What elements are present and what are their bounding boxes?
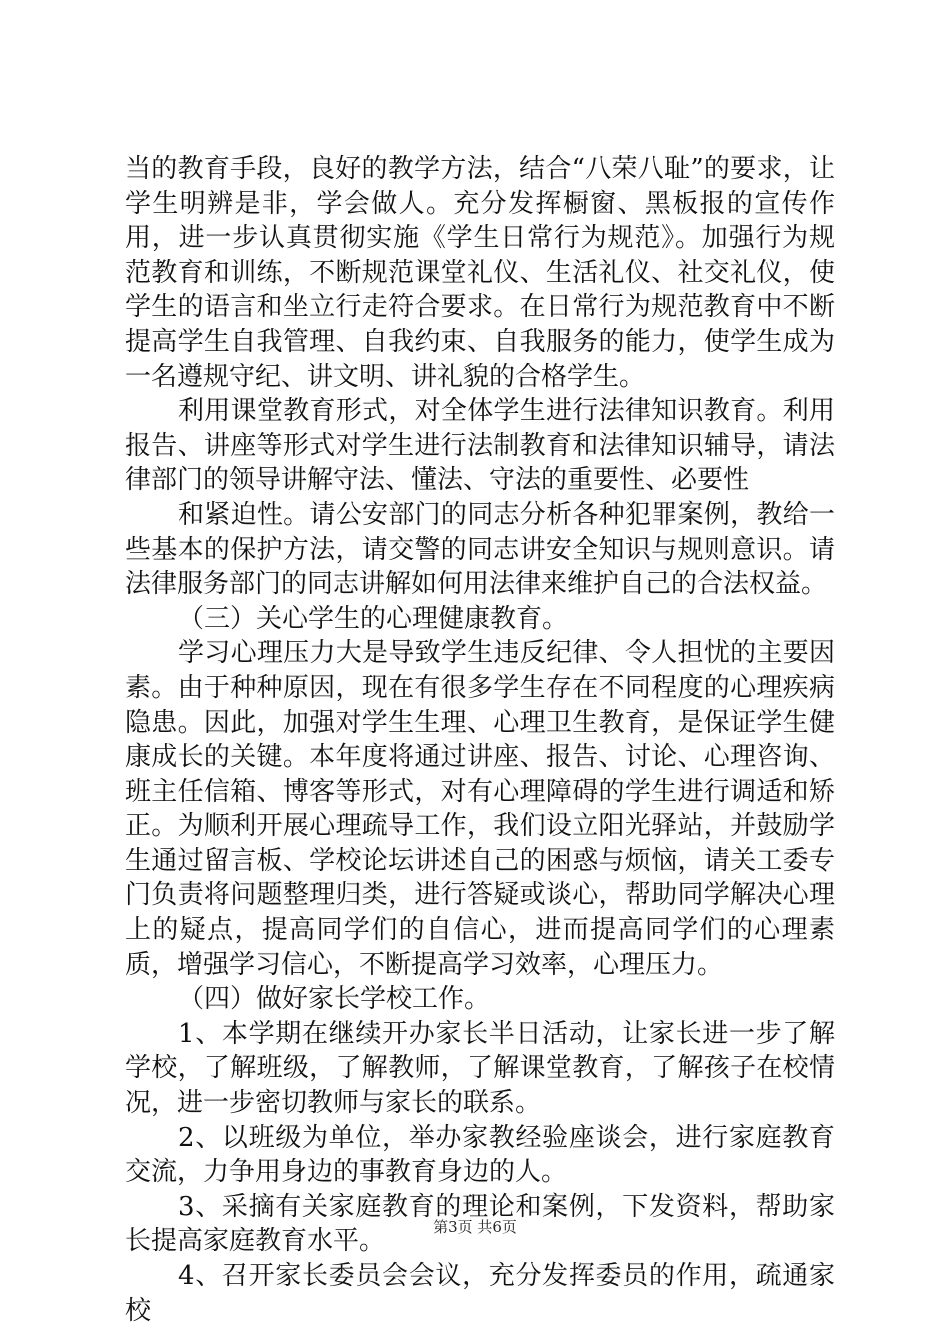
section-heading-psychology: （三）关心学生的心理健康教育。 (178, 603, 569, 634)
paragraph-psychology: 学习心理压力大是导致学生违反纪律、令人担忧的主要因素。由于种种原因，现在有很多学生存在不同程度的心理疾病隐患。因此，加强对学生生理、心理卫生教育，是保证学生健康成长的关键。本年度将通过讲座、报告、讨论、心理咨询、班主任信箱、博客等形式，对有心理障碍的学生进行调适和矫正。为顺利开展心理疏导工作，我们设立阳光驿站，并鼓励学生通过留言板、学校论坛讲述自己的困惑与烦恼，请关工委专门负责将问题整理归类，进行答疑或谈心，帮助同学解决心理上的疑点，提高同学们的自信心，进而提高同学们的心理素质，增强学习信心，不断提高学习效率，心理压力。 (125, 638, 835, 980)
page-footer: 第3页 共6页 (433, 1218, 517, 1236)
paragraph-legal-education-continued: 和紧迫性。请公安部门的同志分析各种犯罪案例，教给一些基本的保护方法，请交警的同志讲安全知识与规则意识。请法律服务部门的同志讲解如何用法律来维护自己的合法权益。 (125, 499, 835, 600)
paragraph-continuation: 当的教育手段，良好的教学方法，结合“八荣八耻”的要求，让学生明辨是非，学会做人。充分发挥橱窗、黑板报的宣传作用，进一步认真贯彻实施《学生日常行为规范》。加强行为规范教育和训练，不断规范课堂礼仪、生活礼仪、社交礼仪，使学生的语言和坐立行走符合要求。在日常行为规范教育中不断提高学生自我管理、自我约束、自我服务的能力，使学生成为一名遵规守纪、讲文明、讲礼貌的合格学生。 (125, 154, 835, 392)
paragraph-legal-education: 利用课堂教育形式，对全体学生进行法律知识教育。利用报告、讲座等形式对学生进行法制教育和法律知识辅导，请法律部门的领导讲解守法、懂法、守法的重要性、必要性 (125, 396, 835, 496)
section-heading-parent-school: （四）做好家长学校工作。 (178, 984, 491, 1015)
list-item-4: 4、召开家长委员会会议，充分发挥委员的作用，疏通家校 (125, 1261, 835, 1326)
document-body (125, 152, 835, 1328)
list-item-1: 1、本学期在继续开办家长半日活动，让家长进一步了解学校，了解班级，了解教师，了解课堂教育，了解孩子在校情况，进一步密切教师与家长的联系。 (125, 1018, 835, 1119)
list-item-3: 3、采摘有关家庭教育的理论和案例，下发资料，帮助家长提高家庭教育水平。 (125, 1191, 835, 1257)
list-item-2: 2、以班级为单位，举办家教经验座谈会，进行家庭教育交流，力争用身边的事教育身边的人。 (125, 1122, 835, 1188)
